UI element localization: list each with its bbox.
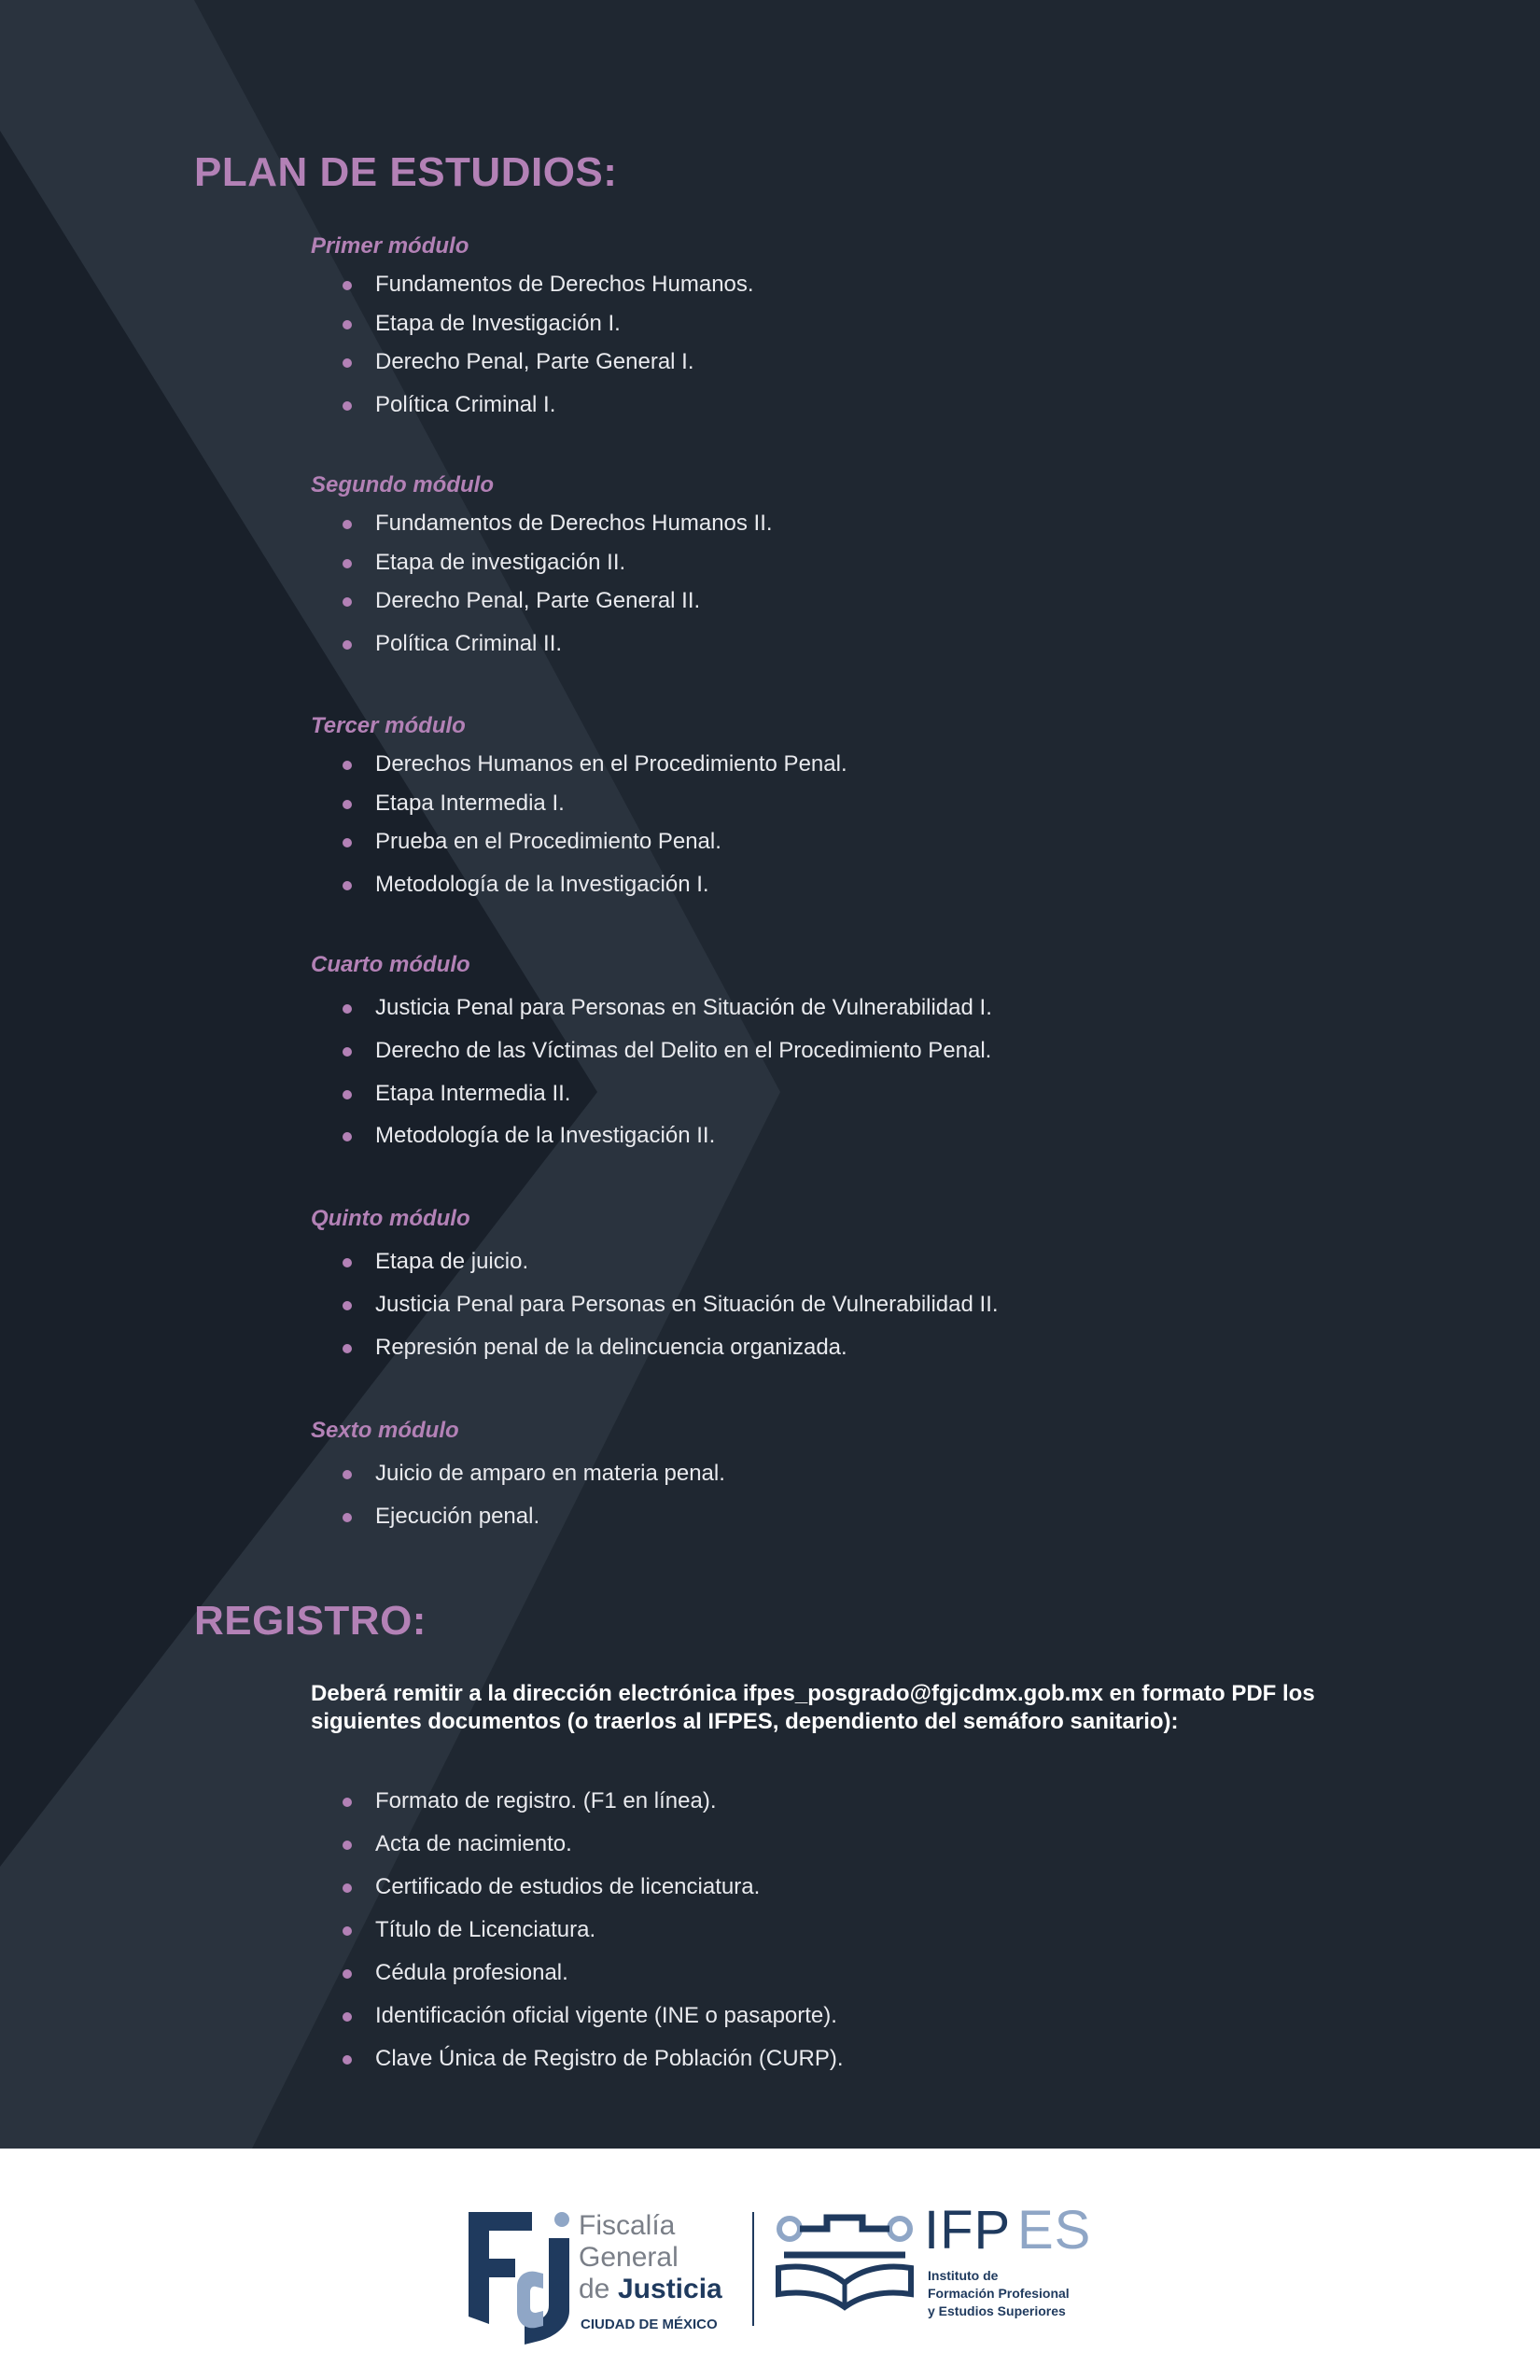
module-heading: Quinto módulo <box>311 1206 470 1231</box>
bullet-icon <box>343 640 352 650</box>
bullet-icon <box>343 838 352 847</box>
bullet-icon <box>343 2055 352 2065</box>
module-heading: Primer módulo <box>311 233 469 259</box>
bullet-icon <box>343 1258 352 1267</box>
bullet-icon <box>343 1926 352 1936</box>
module-heading: Segundo módulo <box>311 472 494 497</box>
bullet-icon <box>343 358 352 368</box>
bullet-icon <box>343 281 352 290</box>
bullet-icon <box>343 1132 352 1141</box>
ifpes-book-emblem-icon <box>775 2210 915 2313</box>
plan-de-estudios-heading: PLAN DE ESTUDIOS: <box>194 149 618 195</box>
bullet-icon <box>343 1969 352 1979</box>
bullet-icon <box>343 1047 352 1057</box>
bullet-icon <box>343 761 352 770</box>
bullet-icon <box>343 1344 352 1353</box>
bullet-icon <box>343 597 352 607</box>
bullet-icon <box>343 1301 352 1310</box>
bullet-icon <box>343 320 352 329</box>
bullet-icon <box>343 1883 352 1893</box>
module-heading: Sexto módulo <box>311 1418 459 1443</box>
bullet-icon <box>343 1841 352 1850</box>
registro-instructions: Deberá remitir a la dirección electrónica ifpes_posgrado@fgjcdmx.gob.mx en formato PDF los siguientes documentos (o traerlos al IFPES, dependiento del semáforo sanitario): <box>311 1681 1315 1734</box>
logo-divider <box>752 2212 754 2326</box>
bullet-icon <box>343 520 352 529</box>
bullet-icon <box>343 1470 352 1479</box>
bullet-icon <box>343 881 352 890</box>
bullet-icon <box>343 1004 352 1014</box>
fgj-emblem-icon <box>465 2205 577 2345</box>
bullet-icon <box>343 1798 352 1807</box>
bullet-icon <box>343 1513 352 1522</box>
bullet-icon <box>343 2012 352 2022</box>
bullet-icon <box>343 1090 352 1099</box>
bullet-icon <box>343 559 352 568</box>
footer: Fiscalía General de Justicia CIUDAD DE MÉXICO IFP ES Instituto de Formación Profesional y Estudios Superiores <box>0 2149 1540 2380</box>
module-heading: Cuarto módulo <box>311 952 470 977</box>
poster: PLAN DE ESTUDIOS: Primer módulo Fundamentos de Derechos Humanos. Etapa de Investigación I. Derecho Penal, Parte General I. Política Criminal I. Segundo módulo Fundamentos de Derechos Humanos II. Etapa de investigación II. Derecho Penal, Parte General II. Política Criminal II. Tercer módulo Derechos Humanos en el Procedimiento Penal. Etapa Intermedia I. Prueba en el Procedimiento Penal. Metodología de la Investigación I. Cuarto módulo Justicia Penal para Personas en Situación de Vulnerabilidad I. Derecho de las Víctimas del Delito en el Procedimiento Penal. Etapa Intermedia II. Metodología de la Investigación II. Quinto módulo Etapa de juicio. Justicia Penal para Personas en Situación de Vulnerabilidad II. Represión penal de la delincuencia organizada. Sexto módulo Juicio de amparo en materia penal. Ejecución penal. REGISTRO: Deberá remitir a la dirección electrónica ifpes_posgrado@fgjcdmx.gob.mx en formato PDF los siguientes documentos (o traerlos al IFPES, dependiento del semáforo sanitario): Formato de registro. (F1 en línea). Acta de nacimiento. Certificado de estudios de licenciatura. Título de Licenciatura. Cédula profesional. Identificación oficial vigente (INE o pasaporte). Clave Única de Registro de Población (CURP). <box>0 0 1540 2149</box>
bullet-icon <box>343 401 352 411</box>
registro-heading: REGISTRO: <box>194 1598 427 1644</box>
module-heading: Tercer módulo <box>311 713 466 738</box>
bullet-icon <box>343 800 352 809</box>
